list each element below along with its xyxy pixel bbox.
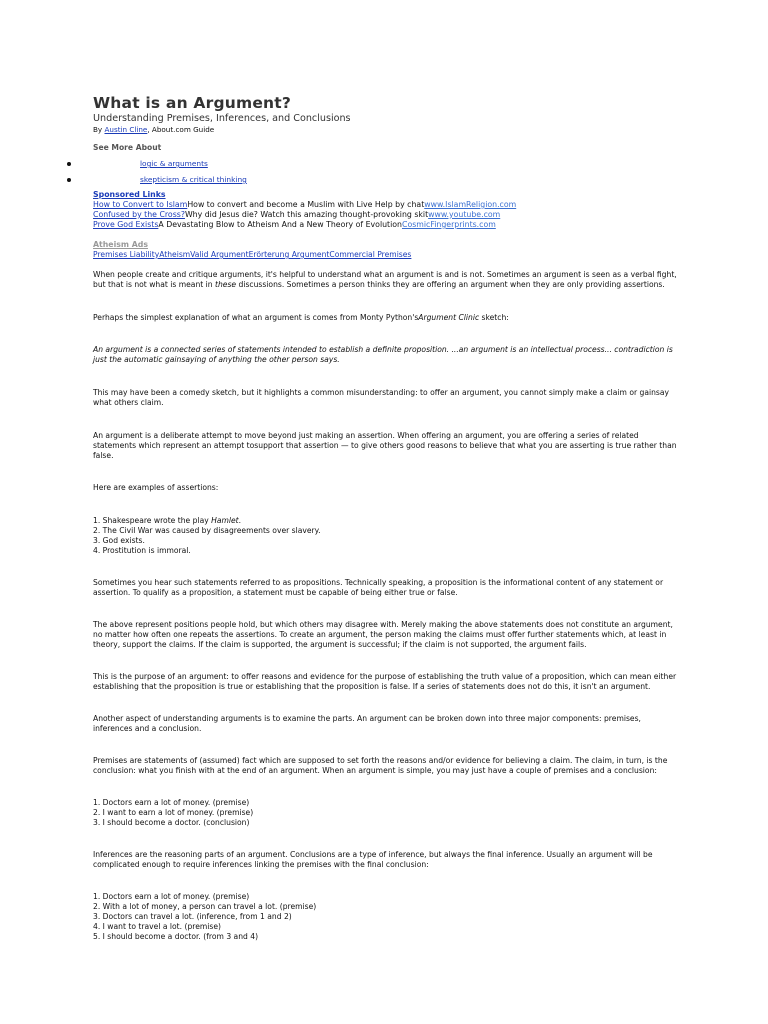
sponsored-links-heading[interactable]: Sponsored Links: [93, 190, 166, 199]
ad-title-link[interactable]: How to Convert to Islam: [93, 200, 188, 209]
list-item: 2. I want to earn a lot of money. (premise): [93, 808, 254, 817]
premises-list: [93, 798, 678, 828]
atheism-ads-heading[interactable]: Atheism Ads: [93, 240, 149, 249]
page-title: What is an Argument?: [93, 94, 292, 112]
see-more-list: [93, 158, 678, 190]
sponsored-ad: [93, 210, 678, 220]
list-item: 3. God exists.: [93, 536, 145, 545]
list-item: 2. The Civil War was caused by disagreements over slavery.: [93, 526, 321, 535]
byline: [93, 125, 678, 135]
paragraph-positions: The above represent positions people hold, but which others may disagree with. Merely making the above statements does not constitute an argument, no matter how often one repeats the assertions. To create an argument, the person making the claims must offer further statements which, at least in theory, support the claims. If the claim is supported, the argument is successful; if the claim is not supported, the argument fails.: [93, 620, 673, 649]
ad-description: A Devastating Blow to Atheism And a New Theory of Evolution: [158, 220, 402, 229]
see-more-link-logic[interactable]: logic & arguments: [140, 159, 208, 168]
paragraph-monty-python: [93, 313, 678, 323]
paragraph-premises: Premises are statements of (assumed) fact which are supposed to set forth the reasons and/or evidence for believing a claim. The claim, in turn, is the conclusion: what you finish with at the end of an argument. When an argument is simple, you may just have a couple of premises and a conclusion:: [93, 756, 668, 775]
see-more-heading: See More About: [93, 143, 162, 152]
paragraph-propositions: Sometimes you hear such statements referred to as propositions. Technically speaking, a proposition is the informational content of any statement or assertion. To qualify as a proposition, a statement must be capable of being either true or false.: [93, 578, 664, 597]
list-item: [93, 158, 678, 174]
emphasis-text: Argument Clinic: [418, 313, 480, 322]
paragraph-inferences: Inferences are the reasoning parts of an argument. Conclusions are a type of inference, but always the final inference. Usually an argument will be complicated enough to require inferences linking the premises with the final conclusion:: [93, 850, 653, 869]
list-item: 1. Doctors earn a lot of money. (premise): [93, 892, 250, 901]
text-span: discussions. Sometimes a person thinks they are offering an argument when they are only providing assertions.: [236, 280, 665, 289]
emphasis-text: these: [215, 280, 237, 289]
article-content: [93, 94, 678, 942]
page-subtitle: Understanding Premises, Inferences, and Conclusions: [93, 113, 351, 124]
byline-prefix: By: [93, 125, 105, 134]
assertions-list: [93, 516, 678, 556]
list-item: 2. With a lot of money, a person can travel a lot. (premise): [93, 902, 317, 911]
bullet-icon: [67, 178, 71, 182]
list-item: 3. Doctors can travel a lot. (inference, from 1 and 2): [93, 912, 292, 921]
ad-title-link[interactable]: Confused by the Cross?: [93, 210, 185, 219]
paragraph-parts: Another aspect of understanding arguments is to examine the parts. An argument can be broken down into three major components: premises, inferences and a conclusion.: [93, 714, 641, 733]
ad-url-link[interactable]: www.IslamReligion.com: [424, 200, 517, 209]
paragraph-purpose: This is the purpose of an argument: to offer reasons and evidence for the purpose of establishing the truth value of a proposition, which can mean either establishing that the proposition is true or establishing that the proposition is false. If a series of statements does not do this, it isn't an argument.: [93, 672, 677, 691]
ad-url-link[interactable]: www.youtube.com: [428, 210, 501, 219]
list-item: 1. Doctors earn a lot of money. (premise): [93, 798, 250, 807]
ad-keyword-links[interactable]: Premises LiabilityAtheismValid ArgumentErörterung ArgumentCommercial Premises: [93, 250, 412, 259]
text-span: .: [238, 516, 242, 525]
paragraph-intro: [93, 270, 678, 290]
text-span: Perhaps the simplest explanation of what an argument is comes from Monty Python's: [93, 313, 419, 322]
text-span: When people create and critique arguments, it's helpful to understand what an argument is and is not. Sometimes an argument is seen as a verbal fight, but that is not what is meant in: [93, 270, 677, 289]
text-span: 1. Shakespeare wrote the play: [93, 516, 212, 525]
paragraph-assertions-intro: Here are examples of assertions:: [93, 483, 219, 492]
list-item: 3. I should become a doctor. (conclusion): [93, 818, 250, 827]
ad-url-link[interactable]: CosmicFingerprints.com: [402, 220, 496, 229]
paragraph-comedy-sketch: This may have been a comedy sketch, but it highlights a common misunderstanding: to offer an argument, you cannot simply make a claim or gainsay what others claim.: [93, 388, 670, 407]
list-item: 4. I want to travel a lot. (premise): [93, 922, 221, 931]
inferences-list: [93, 892, 678, 942]
ad-description: Why did Jesus die? Watch this amazing thought-provoking skit: [184, 210, 429, 219]
sponsored-ad: [93, 200, 678, 210]
emphasis-text: Hamlet: [211, 516, 239, 525]
byline-suffix: , About.com Guide: [147, 125, 215, 134]
see-more-link-skepticism[interactable]: skepticism & critical thinking: [140, 175, 247, 184]
sponsored-ad: [93, 220, 678, 230]
ad-description: How to convert and become a Muslim with Live Help by chat: [187, 200, 425, 209]
text-span: sketch:: [479, 313, 509, 322]
bullet-icon: [67, 162, 71, 166]
author-link[interactable]: Austin Cline: [104, 125, 148, 134]
paragraph-deliberate-attempt: An argument is a deliberate attempt to move beyond just making an assertion. When offering an argument, you are offering a series of related statements which represent an attempt tosupport that assertion — to give others good reasons to believe that what you are asserting is true rather than false.: [93, 431, 677, 460]
ad-title-link[interactable]: Prove God Exists: [93, 220, 159, 229]
list-item: 4. Prostitution is immoral.: [93, 546, 191, 555]
list-item: 5. I should become a doctor. (from 3 and 4): [93, 932, 259, 941]
list-item: [93, 516, 678, 526]
quote-argument-clinic: An argument is a connected series of statements intended to establish a definite proposition. ...an argument is an intellectual process... contradiction is just the automatic gainsaying of anything the other person says.: [93, 345, 673, 364]
list-item: [93, 174, 678, 190]
